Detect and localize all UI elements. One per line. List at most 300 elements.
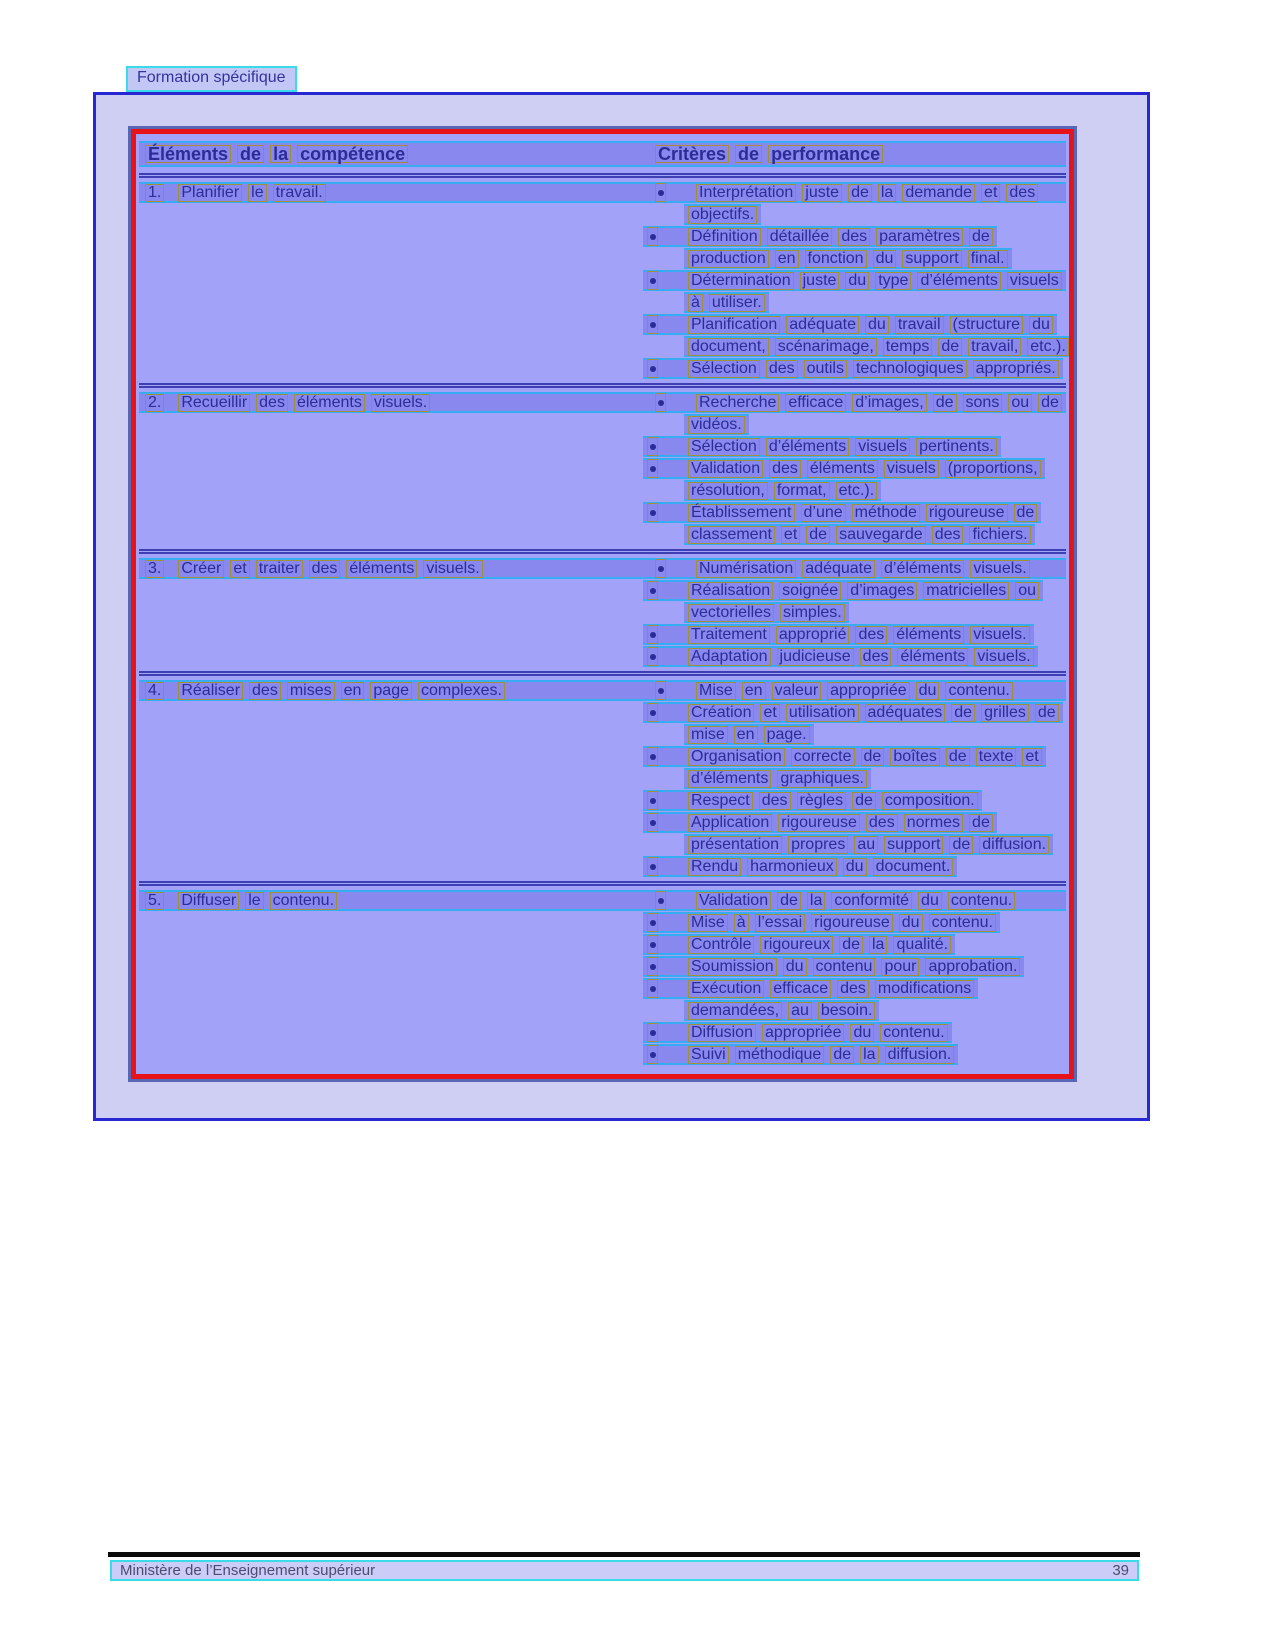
ocr-word: diffusion. [979, 836, 1049, 854]
bullet-dot [650, 964, 656, 970]
ocr-word: des [932, 526, 964, 544]
element-title [143, 682, 645, 700]
criterion-line [643, 956, 1024, 977]
criterion-line [651, 681, 1062, 700]
criterion-line [651, 559, 1062, 578]
bullet-icon [647, 315, 658, 334]
ocr-word: Établissement [688, 504, 795, 522]
ocr-word: des [855, 626, 887, 644]
ocr-word: Éléments [145, 145, 231, 163]
criterion-line [643, 1022, 952, 1043]
ocr-word: du [916, 682, 940, 700]
table-red-border [131, 129, 1074, 1079]
criterion-continuation-line [684, 292, 769, 313]
ocr-word: appropriée [827, 682, 910, 700]
ocr-word: détaillée [767, 228, 833, 246]
ocr-word: graphiques. [777, 770, 867, 788]
bullet-icon [647, 437, 658, 456]
bullet-dot [650, 466, 656, 472]
element-title [143, 892, 645, 910]
ocr-word: la [270, 145, 291, 163]
ocr-word: d’éléments [917, 272, 1000, 290]
ocr-word: travail [895, 316, 944, 334]
ocr-word: visuels [884, 460, 939, 478]
ocr-word: classement [688, 526, 775, 544]
ocr-word: juste [800, 272, 840, 290]
footer-left-text: Ministère de l’Enseignement supérieur [120, 1562, 376, 1579]
ocr-word: etc.). [1027, 338, 1069, 356]
ocr-word: pour [881, 958, 919, 976]
criterion-line [643, 502, 1041, 523]
ocr-word: pertinents. [916, 438, 997, 456]
bullet-icon [647, 703, 658, 722]
ocr-word: grilles [981, 704, 1029, 722]
ocr-word: Interprétation [696, 184, 796, 202]
criterion-continuation-line [684, 336, 1069, 357]
criteria-list [139, 580, 1066, 667]
ocr-word: des [838, 228, 870, 246]
ocr-word: production [688, 250, 769, 268]
ocr-word: éléments [807, 460, 878, 478]
row-first-line [139, 558, 1066, 579]
ocr-word: Mise [688, 914, 728, 932]
bullet-icon [647, 857, 658, 876]
row-first-line [139, 890, 1066, 911]
ocr-word: complexes. [418, 682, 505, 700]
ocr-word: visuels [1007, 272, 1062, 290]
top-note-label: Formation spécifique [137, 69, 286, 86]
footer-page-number: 39 [1112, 1562, 1129, 1579]
ocr-word: d’images [847, 582, 917, 600]
criteria-list [139, 414, 1066, 545]
ocr-word: valeur [772, 682, 822, 700]
ocr-word: Rendu [688, 858, 741, 876]
ocr-word: judicieuse [777, 648, 854, 666]
ocr-word: à [734, 914, 749, 932]
ocr-word: Adaptation [688, 648, 771, 666]
ocr-word: à [688, 294, 703, 312]
bullet-icon [647, 913, 658, 932]
bullet-dot [658, 566, 664, 572]
bullet-icon [647, 813, 658, 832]
ocr-word: outils [804, 360, 847, 378]
ocr-word: ou [1015, 582, 1039, 600]
ocr-word: de [806, 526, 830, 544]
bullet-dot [650, 754, 656, 760]
ocr-word: matricielles [923, 582, 1009, 600]
ocr-word: appropriés. [973, 360, 1059, 378]
ocr-word: Sélection [688, 438, 760, 456]
bullet-dot [658, 190, 664, 196]
criterion-continuation-line [684, 768, 871, 789]
ocr-word: adéquates [865, 704, 946, 722]
top-note [126, 66, 297, 92]
ocr-word: contenu. [948, 892, 1015, 910]
ocr-word: ou [1008, 394, 1032, 412]
ocr-word: la [878, 184, 896, 202]
ocr-word: et [230, 560, 249, 578]
criterion-line [643, 912, 1000, 933]
ocr-word: qualité. [893, 936, 951, 954]
ocr-word: travail, [968, 338, 1021, 356]
criterion-line [651, 891, 1062, 910]
ocr-word: du [899, 914, 923, 932]
ocr-word: visuels [855, 438, 910, 456]
ocr-word: du [850, 1024, 874, 1042]
ocr-word: utiliser. [709, 294, 765, 312]
ocr-word: correcte [791, 748, 855, 766]
table-row [139, 671, 1066, 881]
bullet-icon [647, 359, 658, 378]
ocr-word: Planification [688, 316, 780, 334]
criterion-line [643, 702, 1063, 723]
ocr-word: objectifs. [688, 206, 757, 224]
criterion-line [643, 646, 1038, 667]
ocr-word: (proportions, [945, 460, 1041, 478]
bullet-dot [658, 688, 664, 694]
ocr-word: fichiers. [969, 526, 1030, 544]
ocr-word: visuels. [423, 560, 482, 578]
ocr-word: du [1029, 316, 1053, 334]
table-row [139, 383, 1066, 549]
content-panel [93, 92, 1150, 1121]
ocr-word: scénarimage, [775, 338, 877, 356]
ocr-word: page. [764, 726, 810, 744]
ocr-word: performance [768, 145, 883, 163]
ocr-word: propres [788, 836, 848, 854]
ocr-word: contenu. [270, 892, 337, 910]
bullet-icon [647, 227, 658, 246]
bullet-dot [650, 322, 656, 328]
ocr-word: des [1006, 184, 1038, 202]
ocr-word: des [866, 814, 898, 832]
ocr-word: des [309, 560, 341, 578]
ocr-word: simples. [780, 604, 845, 622]
ocr-word: demande [902, 184, 975, 202]
bullet-dot [650, 798, 656, 804]
ocr-word: 1. [145, 184, 164, 202]
row-first-line [139, 680, 1066, 701]
ocr-word: présentation [688, 836, 782, 854]
ocr-word: adéquate [786, 316, 859, 334]
ocr-word: au [854, 836, 878, 854]
bullet-dot [650, 942, 656, 948]
ocr-word: Recherche [696, 394, 779, 412]
ocr-word: final. [968, 250, 1008, 268]
ocr-word: des [249, 682, 281, 700]
ocr-word: contenu. [880, 1024, 947, 1042]
ocr-word: Respect [688, 792, 753, 810]
element-title [143, 560, 645, 578]
ocr-word: le [245, 892, 263, 910]
criterion-continuation-line [684, 724, 814, 745]
bullet-dot [650, 510, 656, 516]
ocr-word: modifications [875, 980, 974, 998]
ocr-word: sauvegarde [836, 526, 926, 544]
competence-table [136, 134, 1069, 1074]
ocr-word: visuels. [970, 626, 1029, 644]
row-first-line [139, 182, 1066, 203]
bullet-dot [650, 986, 656, 992]
ocr-word: de [839, 936, 863, 954]
criterion-line [643, 978, 978, 999]
bullet-dot [658, 400, 664, 406]
ocr-word: et [981, 184, 1000, 202]
ocr-word: vectorielles [688, 604, 774, 622]
ocr-word: Détermination [688, 272, 794, 290]
ocr-word: la [860, 1046, 878, 1064]
criterion-line [643, 580, 1043, 601]
ocr-word: la [869, 936, 887, 954]
criterion-line [643, 358, 1063, 379]
ocr-word: du [783, 958, 807, 976]
bullet-icon [655, 183, 666, 202]
ocr-word: d’éléments [881, 560, 964, 578]
ocr-word: résolution, [688, 482, 768, 500]
ocr-word: Exécution [688, 980, 764, 998]
bullet-dot [650, 920, 656, 926]
bullet-dot [650, 444, 656, 450]
ocr-word: 2. [145, 394, 164, 412]
ocr-word: Diffusion [688, 1024, 756, 1042]
ocr-word: contenu [813, 958, 876, 976]
criterion-continuation-line [684, 204, 761, 225]
bullet-icon [647, 271, 658, 290]
bullet-icon [647, 459, 658, 478]
ocr-word: et [760, 704, 779, 722]
ocr-word: Recueillir [178, 394, 250, 412]
bullet-dot [650, 632, 656, 638]
ocr-word: de [861, 748, 885, 766]
ocr-word: du [865, 316, 889, 334]
bullet-icon [647, 935, 658, 954]
ocr-word: éléments [893, 626, 964, 644]
ocr-word: des [766, 360, 798, 378]
ocr-word: compétence [297, 145, 408, 163]
ocr-word: en [775, 250, 799, 268]
criterion-line [643, 624, 1034, 645]
ocr-word: type [875, 272, 911, 290]
ocr-word: de [1038, 394, 1062, 412]
bullet-icon [647, 647, 658, 666]
bullet-dot [658, 898, 664, 904]
table-header-row [139, 138, 1066, 173]
ocr-word: de [735, 145, 762, 163]
ocr-word: de [951, 704, 975, 722]
ocr-word: des [860, 648, 892, 666]
ocr-word: Suivi [688, 1046, 729, 1064]
ocr-word: diffusion. [885, 1046, 955, 1064]
ocr-word: de [237, 145, 264, 163]
bullet-dot [650, 366, 656, 372]
ocr-word: Créer [178, 560, 224, 578]
ocr-word: de [969, 228, 993, 246]
ocr-word: de [777, 892, 801, 910]
table-frame [128, 126, 1077, 1082]
criterion-line [651, 393, 1062, 412]
bullet-icon [655, 559, 666, 578]
ocr-word: rigoureuse [778, 814, 860, 832]
ocr-word: éléments [897, 648, 968, 666]
ocr-word: conformité [831, 892, 912, 910]
ocr-word: du [843, 858, 867, 876]
ocr-word: des [759, 792, 791, 810]
ocr-word: l’essai [755, 914, 805, 932]
ocr-word: d’une [801, 504, 846, 522]
bullet-dot [650, 588, 656, 594]
ocr-word: du [918, 892, 942, 910]
ocr-word: Critères [655, 145, 729, 163]
criterion-line [643, 1044, 958, 1065]
bullet-icon [647, 791, 658, 810]
criterion-line [643, 270, 1066, 291]
ocr-word: de [969, 814, 993, 832]
ocr-word: contenu. [929, 914, 996, 932]
ocr-word: éléments [294, 394, 365, 412]
ocr-word: paramètres [876, 228, 963, 246]
ocr-word: rigoureux [760, 936, 833, 954]
ocr-word: Organisation [688, 748, 785, 766]
table-row [139, 549, 1066, 671]
bullet-icon [647, 625, 658, 644]
ocr-word: boîtes [890, 748, 940, 766]
bullet-dot [650, 710, 656, 716]
ocr-word: et [781, 526, 800, 544]
ocr-word: Diffuser [178, 892, 239, 910]
ocr-word: (structure [950, 316, 1024, 334]
bullet-dot [650, 278, 656, 284]
ocr-word: soignée [779, 582, 841, 600]
ocr-word: méthode [852, 504, 920, 522]
ocr-word: etc.). [836, 482, 878, 500]
ocr-word: adéquate [802, 560, 875, 578]
ocr-word: de [848, 184, 872, 202]
ocr-word: utilisation [786, 704, 859, 722]
ocr-word: Contrôle [688, 936, 754, 954]
ocr-word: fonction [805, 250, 867, 268]
ocr-word: de [933, 394, 957, 412]
ocr-word: la [807, 892, 825, 910]
ocr-word: approprié [776, 626, 850, 644]
bullet-dot [650, 234, 656, 240]
ocr-word: Application [688, 814, 772, 832]
row-first-line [139, 392, 1066, 413]
ocr-word: rigoureuse [811, 914, 893, 932]
bullet-icon [647, 979, 658, 998]
ocr-word: et [1022, 748, 1041, 766]
criteria-list [139, 702, 1066, 877]
criterion-continuation-line [684, 480, 881, 501]
ocr-word: d’images, [852, 394, 926, 412]
ocr-word: besoin. [818, 1002, 876, 1020]
ocr-word: Réaliser [178, 682, 243, 700]
column-header-elements [143, 145, 645, 163]
ocr-word: Réalisation [688, 582, 773, 600]
ocr-word: document, [688, 338, 769, 356]
bullet-dot [650, 654, 656, 660]
criterion-line [643, 314, 1057, 335]
criterion-line [643, 746, 1046, 767]
ocr-word: document. [873, 858, 954, 876]
ocr-word: vidéos. [688, 416, 745, 434]
ocr-word: temps [883, 338, 933, 356]
bullet-icon [647, 581, 658, 600]
bullet-icon [655, 393, 666, 412]
criterion-continuation-line [684, 834, 1053, 855]
ocr-word: travail. [273, 184, 326, 202]
criteria-list [139, 912, 1066, 1065]
ocr-word: efficace [785, 394, 846, 412]
criterion-line [643, 934, 955, 955]
ocr-word: Création [688, 704, 754, 722]
ocr-word: Traitement [688, 626, 770, 644]
ocr-word: composition. [882, 792, 978, 810]
ocr-word: éléments [346, 560, 417, 578]
element-title [143, 184, 645, 202]
ocr-word: texte [976, 748, 1017, 766]
ocr-word: traiter [256, 560, 303, 578]
ocr-word: le [248, 184, 266, 202]
ocr-word: Définition [688, 228, 761, 246]
ocr-word: de [938, 338, 962, 356]
ocr-word: Validation [696, 892, 771, 910]
criterion-line [643, 226, 997, 247]
criterion-line [643, 458, 1045, 479]
ocr-word: visuels. [974, 648, 1033, 666]
table-row [139, 173, 1066, 383]
ocr-word: 3. [145, 560, 164, 578]
ocr-word: d’éléments [688, 770, 771, 788]
ocr-word: mise [688, 726, 728, 744]
ocr-word: de [1035, 704, 1059, 722]
ocr-word: technologiques [853, 360, 967, 378]
bullet-dot [650, 1030, 656, 1036]
footer-bar [110, 1560, 1139, 1581]
ocr-word: Planifier [178, 184, 242, 202]
ocr-word: demandées, [688, 1002, 782, 1020]
ocr-word: Sélection [688, 360, 760, 378]
ocr-word: au [788, 1002, 812, 1020]
ocr-word: 5. [145, 892, 164, 910]
ocr-word: approbation. [925, 958, 1020, 976]
criterion-line [643, 856, 957, 877]
ocr-word: en [734, 726, 758, 744]
ocr-word: en [341, 682, 365, 700]
table-row [139, 881, 1066, 1069]
criterion-continuation-line [684, 248, 1012, 269]
ocr-word: du [845, 272, 869, 290]
bullet-icon [647, 1045, 658, 1064]
bullet-dot [650, 820, 656, 826]
ocr-word: juste [802, 184, 842, 202]
criterion-continuation-line [684, 1000, 879, 1021]
bullet-dot [650, 864, 656, 870]
bullet-icon [647, 1023, 658, 1042]
bullet-icon [647, 957, 658, 976]
ocr-word: en [742, 682, 766, 700]
bullet-icon [647, 747, 658, 766]
bullet-icon [647, 503, 658, 522]
criterion-line [643, 436, 1001, 457]
ocr-word: de [852, 792, 876, 810]
ocr-word: d’éléments [766, 438, 849, 456]
criterion-continuation-line [684, 524, 1035, 545]
criterion-line [651, 183, 1062, 202]
element-title [143, 394, 645, 412]
ocr-word: méthodique [735, 1046, 825, 1064]
ocr-word: visuels. [371, 394, 430, 412]
criteria-list [139, 204, 1066, 379]
